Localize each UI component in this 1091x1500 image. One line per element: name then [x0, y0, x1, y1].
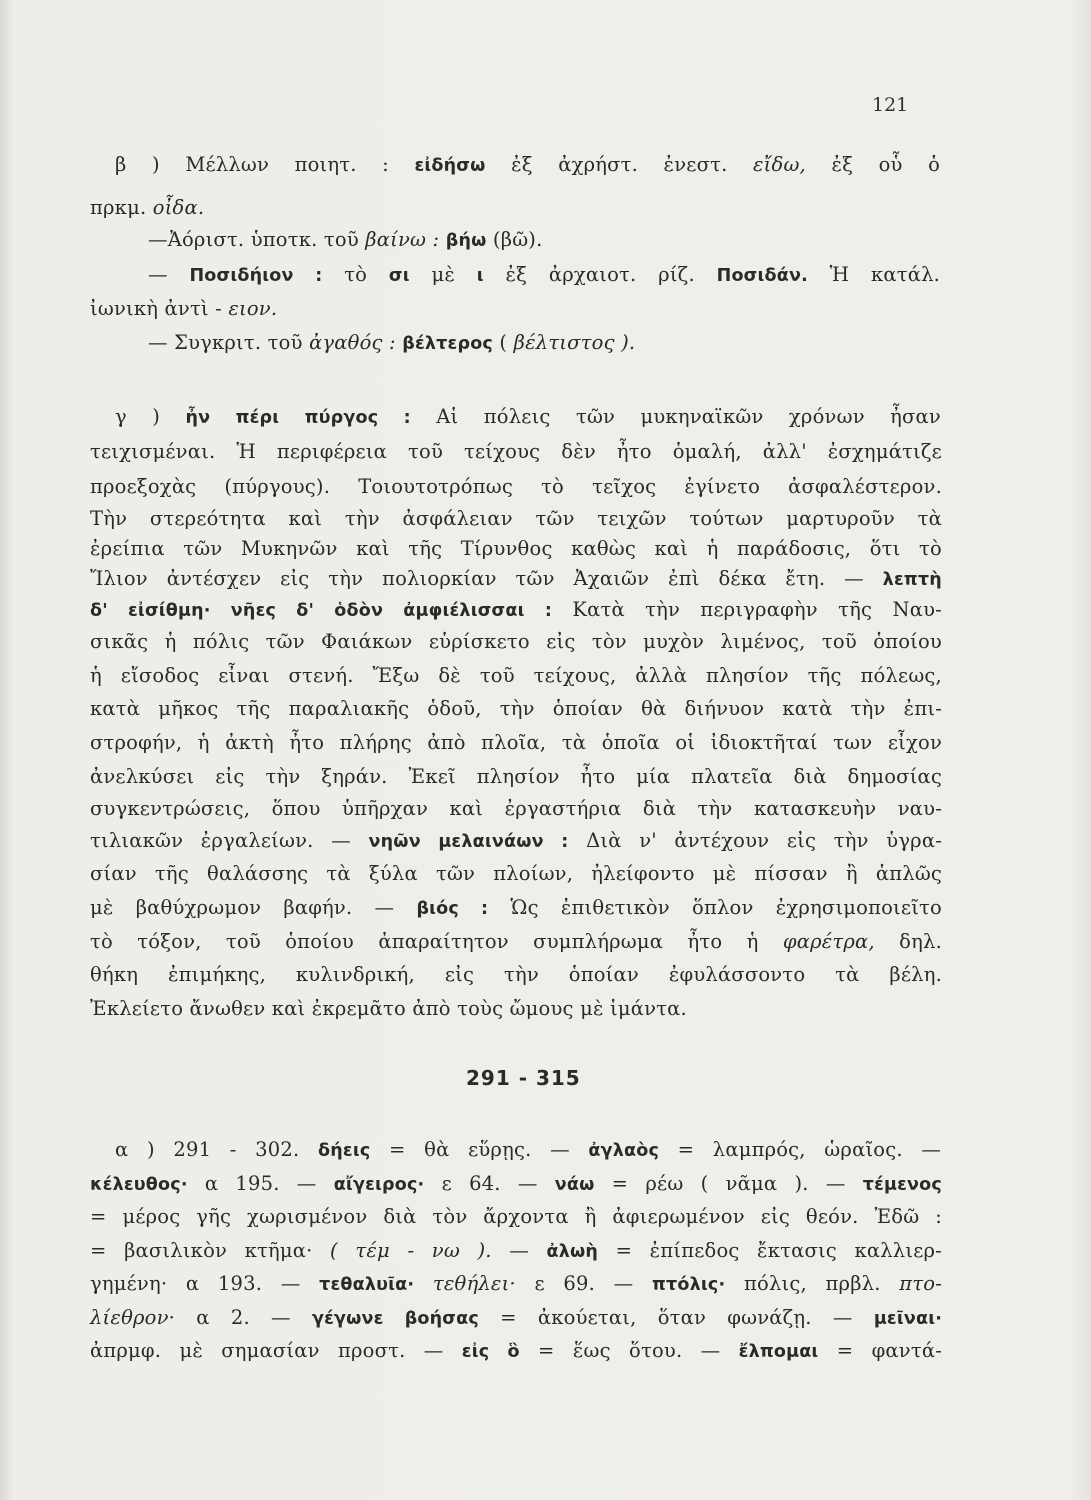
text-segment: Τὴν στερεότητα καὶ τὴν ἀσφάλειαν τῶν τειχῶν τούτων μαρτυροῦν τὰ	[90, 507, 942, 530]
line-content	[148, 331, 635, 354]
text-line	[90, 567, 942, 590]
bold-term: ἔλπομαι	[738, 1342, 819, 1362]
text-line	[90, 829, 942, 852]
bold-term: νάω	[554, 1175, 595, 1195]
text-line	[90, 797, 942, 820]
text-segment: ἐξ ἀχρήστ. ἐνεστ.	[485, 153, 753, 176]
text-line	[90, 537, 942, 560]
bold-term: ἦν πέρι πύργος :	[185, 408, 411, 428]
italic-text: βαίνω :	[365, 228, 440, 251]
bold-term: εἰς ὃ	[461, 1342, 520, 1362]
text-segment: τὸ	[322, 263, 389, 286]
bold-term: σι	[388, 266, 410, 286]
text-segment: προεξοχὰς (πύργους). Τοιουτοτρόπως τὸ τεῖχος ἐγίνετο ἀσφαλέστερον.	[90, 475, 942, 498]
text-segment: α 195. —	[187, 1172, 334, 1195]
line-content	[90, 664, 942, 687]
bold-term: βέλτερος	[402, 334, 494, 354]
line-content	[90, 930, 942, 953]
text-line	[90, 1306, 942, 1329]
text-line	[90, 1239, 942, 1262]
bold-term: δήεις	[318, 1141, 371, 1161]
text-line	[90, 1339, 942, 1362]
text-segment: = θὰ εὕρῃς. —	[370, 1138, 589, 1161]
text-segment: —	[148, 263, 190, 286]
text-line	[90, 697, 942, 720]
text-segment: μὲ βαθύχρωμον βαφήν. —	[90, 896, 417, 919]
text-segment: Ἡ κατάλ.	[807, 263, 941, 286]
text-line	[90, 896, 942, 919]
text-segment: = ἐπίπεδος ἔκτασις καλλιερ-	[598, 1239, 942, 1262]
line-content	[90, 829, 942, 852]
text-segment: κατὰ μῆκος τῆς παραλιακῆς ὁδοῦ, τὴν ὁποίαν θὰ διήνυον κατὰ τὴν ἐπι-	[90, 697, 942, 720]
text-segment: ἀνελκύσει εἰς τὴν ξηράν. Ἐκεῖ πλησίον ἦτο μία πλατεῖα διὰ δημοσίας	[90, 765, 943, 788]
text-segment: = φαντά-	[818, 1339, 942, 1362]
text-segment: Ὡς ἐπιθετικὸν ὅπλον ἐχρησιμοποιεῖτο	[488, 896, 942, 919]
text-segment: γημένη· α 193. —	[90, 1272, 320, 1295]
text-segment: ἡ εἴσοδος εἶναι στενή. Ἔξω δὲ τοῦ τείχους, ἀλλὰ πλησίον τῆς πόλεως,	[90, 664, 942, 687]
text-segment: ἐξ ἀρχαιοτ. ρίζ.	[483, 263, 717, 286]
text-segment: πόλις, πρβλ.	[725, 1272, 900, 1295]
bold-term: δ' εἰσίθμη· νῆες δ' ὁδὸν ἀμφιέλισσαι :	[90, 601, 553, 621]
bold-term: λεπτὴ	[882, 570, 942, 590]
text-segment: —	[491, 1239, 547, 1262]
text-segment: —Ἀόριστ. ὑποτκ. τοῦ	[148, 228, 366, 251]
bold-term: γέγωνε βοήσας	[311, 1309, 479, 1329]
bold-term: πτόλις·	[652, 1275, 726, 1295]
text-line	[90, 930, 942, 953]
text-segment: Διὰ ν' ἀντέχουν εἰς τὴν ὑγρα-	[568, 829, 942, 852]
text-segment: στροφήν, ἡ ἀκτὴ ἦτο πλήρης ἀπὸ πλοῖα, τὰ ὁποῖα οἱ ἰδιοκτῆταί των εἶχον	[90, 731, 942, 754]
bold-term: μεῖναι·	[873, 1309, 943, 1329]
line-content	[148, 228, 543, 251]
text-segment: δηλ.	[874, 930, 942, 953]
text-segment: ἐξ οὗ ὁ	[805, 153, 941, 176]
text-segment	[414, 1272, 433, 1295]
text-segment: σικᾶς ἡ πόλις τῶν Φαιάκων εὑρίσκετο εἰς τὸν μυχὸν λιμένος, τοῦ ὁποίου	[90, 630, 942, 653]
text-line	[115, 405, 941, 428]
line-content	[90, 963, 942, 986]
text-segment: μὲ	[409, 263, 477, 286]
line-content	[115, 405, 941, 428]
text-segment: α 2. —	[175, 1306, 312, 1329]
line-content	[90, 475, 942, 498]
text-line	[115, 1138, 941, 1161]
bold-term: τεθαλυῖα·	[319, 1275, 415, 1295]
line-content	[90, 896, 942, 919]
italic-text: ( τέμ - νω ).	[330, 1239, 492, 1262]
bold-term: βήω	[445, 231, 487, 251]
italic-text: οἶδα.	[152, 196, 205, 219]
bold-term: εἰδήσω	[414, 156, 486, 176]
line-content	[90, 440, 942, 463]
text-segment: = μέρος γῆς χωρισμένον διὰ τὸν ἄρχοντα ἢ ἀφιερωμένον εἰς θεόν. Ἐδῶ :	[90, 1205, 943, 1228]
line-content	[90, 765, 942, 788]
line-content	[90, 862, 942, 885]
text-line	[90, 997, 790, 1020]
italic-text: φαρέτρα,	[782, 930, 875, 953]
text-line	[90, 731, 942, 754]
text-segment: ε 69. —	[515, 1272, 652, 1295]
line-content	[90, 797, 942, 820]
bold-term: Ποσιδάν.	[716, 266, 808, 286]
line-content	[90, 598, 942, 621]
text-line	[90, 630, 942, 653]
text-line	[90, 1205, 942, 1228]
line-content	[148, 263, 940, 286]
text-line	[148, 263, 940, 286]
text-segment: — Συγκριτ. τοῦ	[148, 331, 310, 354]
bold-term: ι	[476, 266, 484, 286]
italic-text: ειον.	[228, 297, 278, 320]
bold-term: ἀλωὴ	[546, 1242, 599, 1262]
text-line	[148, 331, 700, 354]
italic-text: βέλτιστος ).	[513, 331, 636, 354]
bold-term: βιός :	[416, 899, 489, 919]
text-segment: = ἀκούεται, ὅταν φωνάζῃ. —	[478, 1306, 874, 1329]
text-segment: Ἴλιον ἀντέσχεν εἰς τὴν πολιορκίαν τῶν Ἀχαιῶν ἐπὶ δέκα ἔτη. —	[90, 567, 883, 590]
text-line	[90, 196, 250, 219]
bold-term: ἀγλαὸς	[588, 1141, 660, 1161]
line-content	[90, 1239, 942, 1262]
text-segment: Αἱ πόλεις τῶν μυκηναϊκῶν χρόνων ἦσαν	[410, 405, 941, 428]
text-segment: = βασιλικὸν κτῆμα·	[90, 1239, 331, 1262]
line-content	[90, 196, 204, 219]
text-line	[90, 765, 942, 788]
line-content	[90, 537, 942, 560]
italic-text: ἀγαθός :	[309, 331, 396, 354]
text-segment: ἐρείπια τῶν Μυκηνῶν καὶ τῆς Τίρυνθος καθὼς καὶ ἡ παράδοσις, ὅτι τὸ	[90, 537, 942, 560]
line-content	[90, 507, 942, 530]
text-line	[90, 598, 942, 621]
text-line	[90, 440, 942, 463]
line-content	[90, 997, 687, 1020]
line-content	[90, 1205, 942, 1228]
text-line	[90, 963, 942, 986]
text-segment: Ἐκλείετο ἄνωθεν καὶ ἐκρεμᾶτο ἀπὸ τοὺς ὤμους μὲ ἱμάντα.	[90, 997, 687, 1020]
text-line	[148, 228, 658, 251]
italic-text: τεθήλει·	[432, 1272, 516, 1295]
text-line	[90, 297, 320, 320]
line-content	[90, 697, 942, 720]
bold-term: αἴγειρος·	[333, 1175, 425, 1195]
text-segment: = ἕως ὅτου. —	[519, 1339, 739, 1362]
text-line	[90, 1272, 942, 1295]
page-number: 121	[872, 94, 909, 116]
bold-term: νηῶν μελαινάων :	[368, 832, 569, 852]
text-segment: συγκεντρώσεις, ὅπου ὑπῆρχαν καὶ ἐργαστήρια διὰ τὴν κατασκευὴν ναυ-	[90, 797, 942, 820]
bold-term: κέλευθος·	[90, 1175, 188, 1195]
text-segment: (	[493, 331, 514, 354]
text-segment: ε 64. —	[424, 1172, 555, 1195]
line-content	[90, 630, 942, 653]
line-content	[115, 153, 940, 176]
line-content	[115, 1138, 941, 1161]
italic-text: εἴδω,	[753, 153, 806, 176]
text-segment: β ) Μέλλων ποιητ. :	[115, 153, 415, 176]
text-segment: = ρέω ( νᾶμα ). —	[594, 1172, 863, 1195]
text-segment: τειχισμέναι. Ἡ περιφέρεια τοῦ τείχους δὲν ἦτο ὁμαλή, ἀλλ' ἐσχημάτιζε	[90, 440, 942, 463]
text-segment: σίαν τῆς θαλάσσης τὰ ξύλα τῶν πλοίων, ἠλείφοντο μὲ πίσσαν ἢ ἁπλῶς	[90, 862, 943, 885]
line-content	[90, 1339, 942, 1362]
text-segment: γ )	[115, 405, 186, 428]
text-segment: (βῶ).	[486, 228, 543, 251]
text-segment: = λαμπρός, ὡραῖος. —	[659, 1138, 942, 1161]
section-heading: 291 - 315	[466, 1066, 581, 1090]
italic-text: πτο-	[899, 1272, 942, 1295]
text-segment: Κατὰ τὴν περιγραφὴν τῆς Ναυ-	[552, 598, 942, 621]
line-content	[90, 1272, 942, 1295]
text-line	[90, 475, 942, 498]
text-line	[90, 1172, 942, 1195]
line-content	[90, 297, 277, 320]
bold-term: Ποσιδήιον :	[189, 266, 323, 286]
text-line	[90, 507, 942, 530]
text-segment: τιλιακῶν ἐργαλείων. —	[90, 829, 369, 852]
text-line	[90, 862, 942, 885]
line-content	[90, 567, 942, 590]
italic-text: λίεθρον·	[90, 1306, 176, 1329]
text-segment: ἰωνικὴ ἀντὶ -	[90, 297, 229, 320]
line-content	[90, 1306, 942, 1329]
text-segment: α ) 291 - 302.	[115, 1138, 318, 1161]
text-segment: θήκη ἐπιμήκης, κυλινδρική, εἰς τὴν ὁποίαν ἐφυλάσσοντο τὰ βέλη.	[90, 963, 942, 986]
line-content	[90, 1172, 942, 1195]
text-segment: πρκμ.	[90, 196, 153, 219]
text-line	[115, 153, 940, 176]
text-line	[90, 664, 942, 687]
bold-term: τέμενος	[862, 1175, 942, 1195]
text-segment: τὸ τόξον, τοῦ ὁποίου ἀπαραίτητον συμπλήρωμα ἦτο ἡ	[90, 930, 783, 953]
text-segment: ἀπρμφ. μὲ σημασίαν προστ. —	[90, 1339, 462, 1362]
line-content	[90, 731, 942, 754]
